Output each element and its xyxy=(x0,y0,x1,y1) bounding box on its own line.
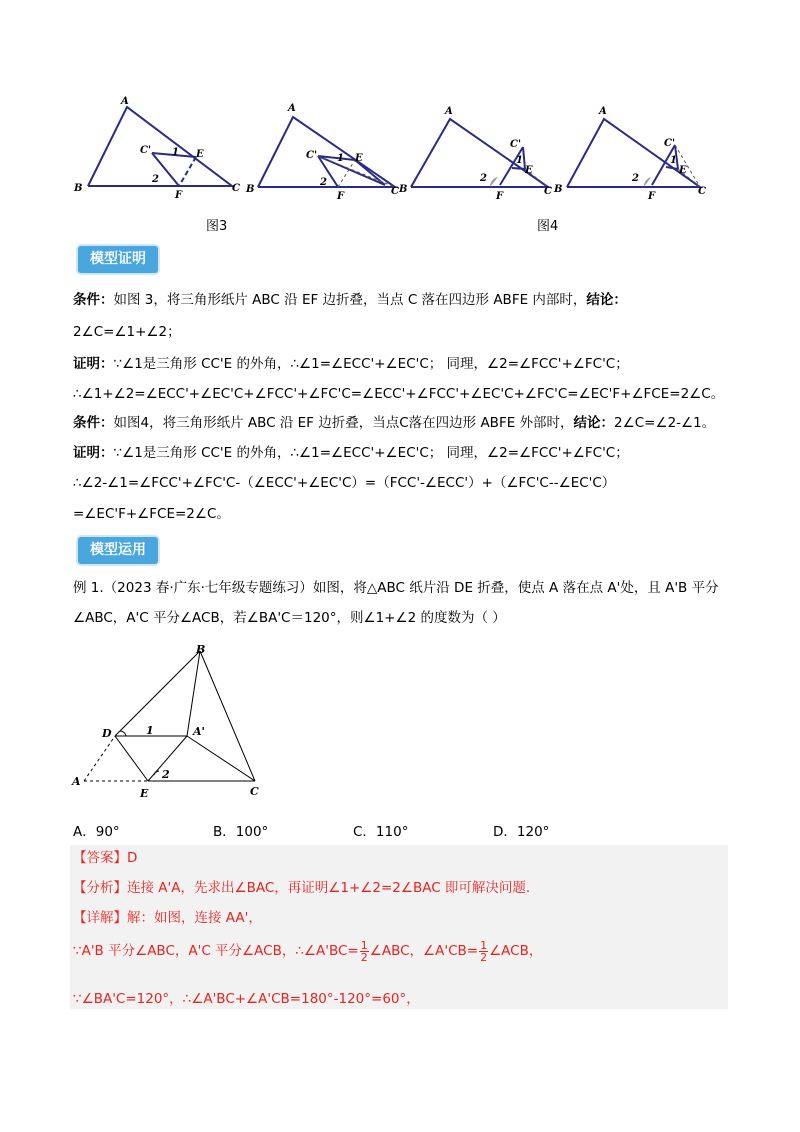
fraction-half: $\frac{1}{2}$ xyxy=(480,938,488,964)
analysis-line: 【分析】连接 A'A，先求出∠BAC，再证明∠1+∠2=2∠BAC 即可解决问题. xyxy=(73,880,531,896)
fraction-half: $\frac{1}{2}$ xyxy=(360,938,368,964)
label-Cp: C' xyxy=(140,145,152,156)
proof-line-7: ∴∠2-∠1=∠FCC'+∠FC'C-（∠ECC'+∠EC'C）=（FCC'-∠ECC'）+（∠FC'C--∠EC'C） xyxy=(73,475,616,491)
label-E: E xyxy=(196,149,204,160)
option-c: C．110° xyxy=(353,824,409,840)
label-F: F xyxy=(648,191,656,202)
example-question-line-2: ∠ABC，A'C 平分∠ACB，若∠BA'C＝120°，则∠1+∠2 的度数为（ ） xyxy=(73,610,506,626)
label-C: C xyxy=(391,186,399,197)
example-label-C: C xyxy=(250,785,259,798)
label-Cp: C' xyxy=(306,150,318,161)
label-E: E xyxy=(679,165,687,176)
label-2: 2 xyxy=(480,173,487,184)
label-1: 1 xyxy=(172,147,179,158)
proof-line-2: 2∠C=∠1+∠2； xyxy=(73,324,181,340)
label-A: A xyxy=(121,96,129,107)
label-C: C xyxy=(698,186,706,197)
example-label-Ap: A' xyxy=(193,725,205,738)
label-A: A xyxy=(599,106,607,117)
label-F: F xyxy=(175,190,183,201)
label-E: E xyxy=(355,153,363,164)
example-label-D: D xyxy=(102,727,112,740)
label-C: C xyxy=(232,183,240,194)
proof-line-3: 证明：∵∠1是三角形 CC'E 的外角，∴∠1=∠ECC'+∠EC'C； 同理，∠2=∠FCC'+∠FC'C； xyxy=(73,356,629,372)
label-B: B xyxy=(74,183,83,194)
option-b: B．100° xyxy=(213,824,269,840)
proof-line-8: =∠EC'F+∠FCE=2∠C。 xyxy=(73,506,230,522)
fig3a xyxy=(88,107,232,186)
fig3-caption: 图3 xyxy=(206,219,228,234)
label-Cp: C' xyxy=(664,138,676,149)
example-label-B: B xyxy=(196,645,206,656)
label-B: B xyxy=(399,184,408,195)
example-figure xyxy=(70,645,270,805)
label-2: 2 xyxy=(152,174,159,185)
option-d: D．120° xyxy=(493,824,550,840)
label-B: B xyxy=(554,184,563,195)
label-E: E xyxy=(525,165,533,176)
label-A: A xyxy=(445,106,453,117)
fig4-caption: 图4 xyxy=(537,219,559,234)
label-F: F xyxy=(337,191,345,202)
label-1: 1 xyxy=(516,155,523,166)
label-2: 2 xyxy=(632,173,639,184)
label-Cp: C' xyxy=(510,139,522,150)
label-1: 1 xyxy=(337,153,344,164)
label-1: 1 xyxy=(670,155,677,166)
proof-line-1: 条件：如图 3，将三角形纸片 ABC 沿 EF 边折叠，当点 C 落在四边形 ABFE 内部时，结论： xyxy=(73,292,627,308)
example-label-1: 1 xyxy=(146,724,154,737)
example-label-E: E xyxy=(140,787,149,800)
proof-line-6: 证明：∵∠1是三角形 CC'E 的外角，∴∠1=∠ECC'+∠EC'C； 同理，∠2=∠FCC'+∠FC'C； xyxy=(73,445,629,461)
detail-line: 【详解】解：如图，连接 AA'， xyxy=(73,910,262,926)
detail-formula-line-2: ∵∠BA'C=120°，∴∠A'BC+∠A'CB=180°-120°=60°， xyxy=(73,991,420,1007)
proof-section-badge: 模型证明 xyxy=(78,246,158,273)
proof-line-5: 条件：如图4，将三角形纸片 ABC 沿 EF 边折叠，当点C落在四边形 ABFE 外部时，结论：2∠C=∠2-∠1。 xyxy=(73,415,716,431)
label-C: C xyxy=(544,186,552,197)
example-label-2: 2 xyxy=(162,768,170,781)
proof-line-4: ∴∠1+∠2=∠ECC'+∠EC'C+∠FCC'+∠FC'C=∠ECC'+∠FCC'+∠EC'C+∠FC'C=∠EC'F+∠FCE=2∠C。 xyxy=(73,386,725,402)
label-2: 2 xyxy=(320,177,327,188)
label-A: A xyxy=(288,103,296,114)
option-a: A．90° xyxy=(73,824,120,840)
detail-formula-line-1: ∵A'B 平分∠ABC，A'C 平分∠ACB，∴∠A'BC= $\frac{1}{2}$ ∠ABC，∠A'CB= $\frac{1}{2}$ ∠ACB， xyxy=(73,938,543,964)
figure-3-diagrams xyxy=(70,95,730,210)
apply-section-badge: 模型运用 xyxy=(78,537,158,564)
example-question-line-1: 例 1.（2023 春·广东·七年级专题练习）如图，将△ABC 纸片沿 DE 折叠，使点 A 落在点 A'处，且 A'B 平分 xyxy=(73,580,719,596)
example-label-A: A xyxy=(72,775,81,788)
label-B: B xyxy=(246,184,255,195)
answer-line: 【答案】D xyxy=(73,850,138,866)
label-F: F xyxy=(496,191,504,202)
